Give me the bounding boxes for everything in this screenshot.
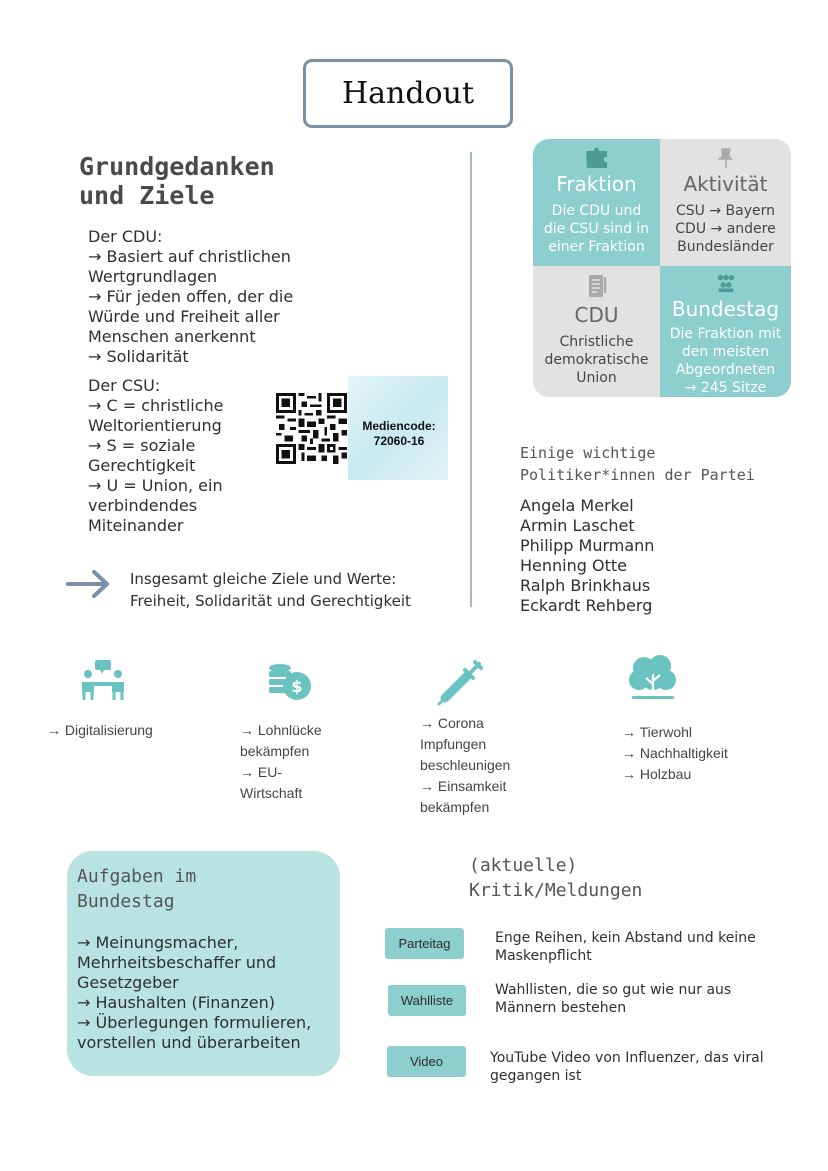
coins-icon	[266, 660, 316, 708]
document-icon	[583, 274, 611, 300]
kritik-line: Enge Reihen, kein Abstand und keine	[495, 930, 756, 946]
topic-line: → Tierwohl	[622, 724, 693, 740]
kritik-line: gegangen ist	[490, 1068, 582, 1084]
politiker-list	[520, 496, 654, 616]
topic-line: beschleunigen	[420, 757, 511, 773]
grid-body	[544, 202, 649, 256]
list-item: Armin Laschet	[520, 516, 635, 535]
csu-line: verbindendes	[88, 496, 198, 515]
grid-body	[670, 325, 782, 397]
cdu-line: Menschen anerkennt	[88, 327, 256, 346]
list-item: Philipp Murmann	[520, 536, 655, 555]
csu-line: → U = Union, ein	[88, 476, 223, 495]
aufgaben-line: Mehrheitsbeschaffer und	[77, 953, 277, 972]
csu-text	[88, 376, 223, 536]
cdu-line: Würde und Freiheit aller	[88, 307, 280, 326]
tag-video: Video	[387, 1046, 466, 1077]
topic-line: → Nachhaltigkeit	[622, 745, 728, 761]
aufgaben-line: → Meinungsmacher,	[77, 933, 239, 952]
kritik-text-wahlliste	[495, 981, 731, 1017]
cdu-line: → Solidarität	[88, 347, 189, 366]
cdu-line: Wertgrundlagen	[88, 267, 218, 286]
heading-line: Aufgaben im	[77, 866, 197, 887]
topic-line: Impfungen	[420, 736, 487, 752]
heading-line: Einige wichtige	[520, 444, 656, 462]
tag-parteitag: Parteitag	[385, 928, 464, 959]
heading-line: Bundestag	[77, 891, 175, 912]
csu-line: Der CSU:	[88, 376, 161, 395]
group-icon	[712, 274, 740, 294]
grid-cell-aktivitaet	[660, 139, 791, 266]
syringe-icon	[435, 660, 485, 708]
topic-line: → Digitalisierung	[47, 722, 153, 738]
grid-title: Aktivität	[683, 172, 768, 196]
aufgaben-line: vorstellen und überarbeiten	[77, 1033, 301, 1052]
kritik-heading	[469, 853, 642, 903]
mediencode-value: 72060-16	[373, 434, 425, 448]
politiker-heading	[520, 442, 755, 486]
title-box	[303, 59, 513, 128]
summary-line: Freiheit, Solidarität und Gerechtigkeit	[130, 592, 411, 610]
csu-line: Miteinander	[88, 516, 184, 535]
grid-line: Bundesländer	[677, 239, 774, 255]
topic-line: → Lohnlücke	[240, 722, 322, 738]
grid-line: Die Fraktion mit	[669, 326, 782, 342]
grid-line: Abgeordneten	[675, 362, 776, 378]
topic-text-tierwohl	[622, 722, 728, 785]
aufgaben-line: → Überlegungen formulieren,	[77, 1013, 312, 1032]
mediencode-label: Mediencode:	[362, 419, 436, 433]
aufgaben-heading	[77, 864, 196, 914]
csu-line: → S = soziale	[88, 436, 196, 455]
summary-text	[130, 568, 411, 612]
vertical-divider	[470, 152, 472, 607]
list-item: Henning Otte	[520, 556, 627, 575]
csu-line: → C = christliche	[88, 396, 224, 415]
topic-text-lohnluecke	[240, 720, 322, 804]
heading-line: Kritik/Meldungen	[469, 880, 643, 901]
cdu-line: → Für jeden offen, der die	[88, 287, 294, 306]
heading-line: und Ziele	[79, 181, 215, 210]
grid-line: CDU → andere	[675, 221, 776, 237]
csu-line: Gerechtigkeit	[88, 456, 196, 475]
topic-line: → Corona	[420, 715, 484, 731]
info-grid	[533, 139, 791, 397]
list-item: Ralph Brinkhaus	[520, 576, 651, 595]
grid-cell-bundestag	[660, 266, 791, 397]
kritik-line: Maskenpflicht	[495, 948, 592, 964]
qr-code-icon[interactable]	[276, 393, 347, 464]
list-item: Eckardt Rehberg	[520, 596, 653, 615]
grid-line: den meisten	[681, 344, 770, 360]
topic-line: → Einsamkeit	[420, 778, 507, 794]
kritik-line: Männern bestehen	[495, 1000, 627, 1016]
csu-line: Weltorientierung	[88, 416, 222, 435]
grid-title: Bundestag	[671, 297, 780, 321]
topic-line: → EU-	[240, 764, 282, 780]
topic-line: bekämpfen	[420, 799, 490, 815]
tree-icon	[628, 654, 678, 702]
heading-line: Grundgedanken	[79, 152, 275, 181]
grid-cell-cdu	[533, 266, 660, 397]
kritik-text-video	[490, 1049, 764, 1085]
grid-cell-fraktion	[533, 139, 660, 266]
cdu-line: → Basiert auf christlichen	[88, 247, 291, 266]
grid-line: demokratische	[544, 352, 649, 368]
grid-body	[675, 202, 775, 256]
grid-line: einer Fraktion	[548, 239, 645, 255]
grid-line: CSU → Bayern	[675, 203, 775, 219]
grid-line: Die CDU und	[551, 203, 642, 219]
topic-line: Wirtschaft	[240, 785, 303, 801]
heading-line: Politiker*innen der Partei	[520, 466, 755, 484]
grundgedanken-heading	[79, 152, 275, 210]
topic-line: → Holzbau	[622, 766, 692, 782]
aufgaben-line: → Haushalten (Finanzen)	[77, 993, 275, 1012]
meeting-icon	[78, 656, 128, 704]
puzzle-icon	[583, 147, 611, 169]
list-item: Angela Merkel	[520, 496, 634, 515]
grid-body	[544, 333, 648, 387]
topic-text-digitalisierung	[47, 720, 153, 741]
grid-line: die CSU sind in	[543, 221, 650, 237]
grid-line: Christliche	[559, 334, 634, 350]
svg-text:$: $	[291, 677, 303, 696]
heading-line: (aktuelle)	[469, 855, 578, 876]
grid-line: → 245 Sitze	[684, 380, 767, 396]
pin-icon	[712, 147, 740, 169]
grid-title: CDU	[574, 303, 619, 327]
grid-line: Union	[576, 370, 617, 386]
page-title: Handout	[341, 76, 474, 111]
cdu-line: Der CDU:	[88, 227, 163, 246]
topic-line: bekämpfen	[240, 743, 310, 759]
grid-title: Fraktion	[556, 172, 637, 196]
summary-line: Insgesamt gleiche Ziele und Werte:	[130, 570, 397, 588]
mediencode-text	[352, 419, 446, 449]
cdu-text	[88, 227, 293, 367]
tag-wahlliste: Wahlliste	[388, 985, 466, 1016]
kritik-text-parteitag	[495, 929, 756, 965]
aufgaben-line: Gesetzgeber	[77, 973, 179, 992]
arrow-right-icon	[66, 568, 112, 600]
aufgaben-text	[77, 933, 311, 1053]
kritik-line: Wahllisten, die so gut wie nur aus	[495, 982, 732, 998]
kritik-line: YouTube Video von Influenzer, das viral	[490, 1050, 764, 1066]
topic-text-corona	[420, 713, 510, 818]
